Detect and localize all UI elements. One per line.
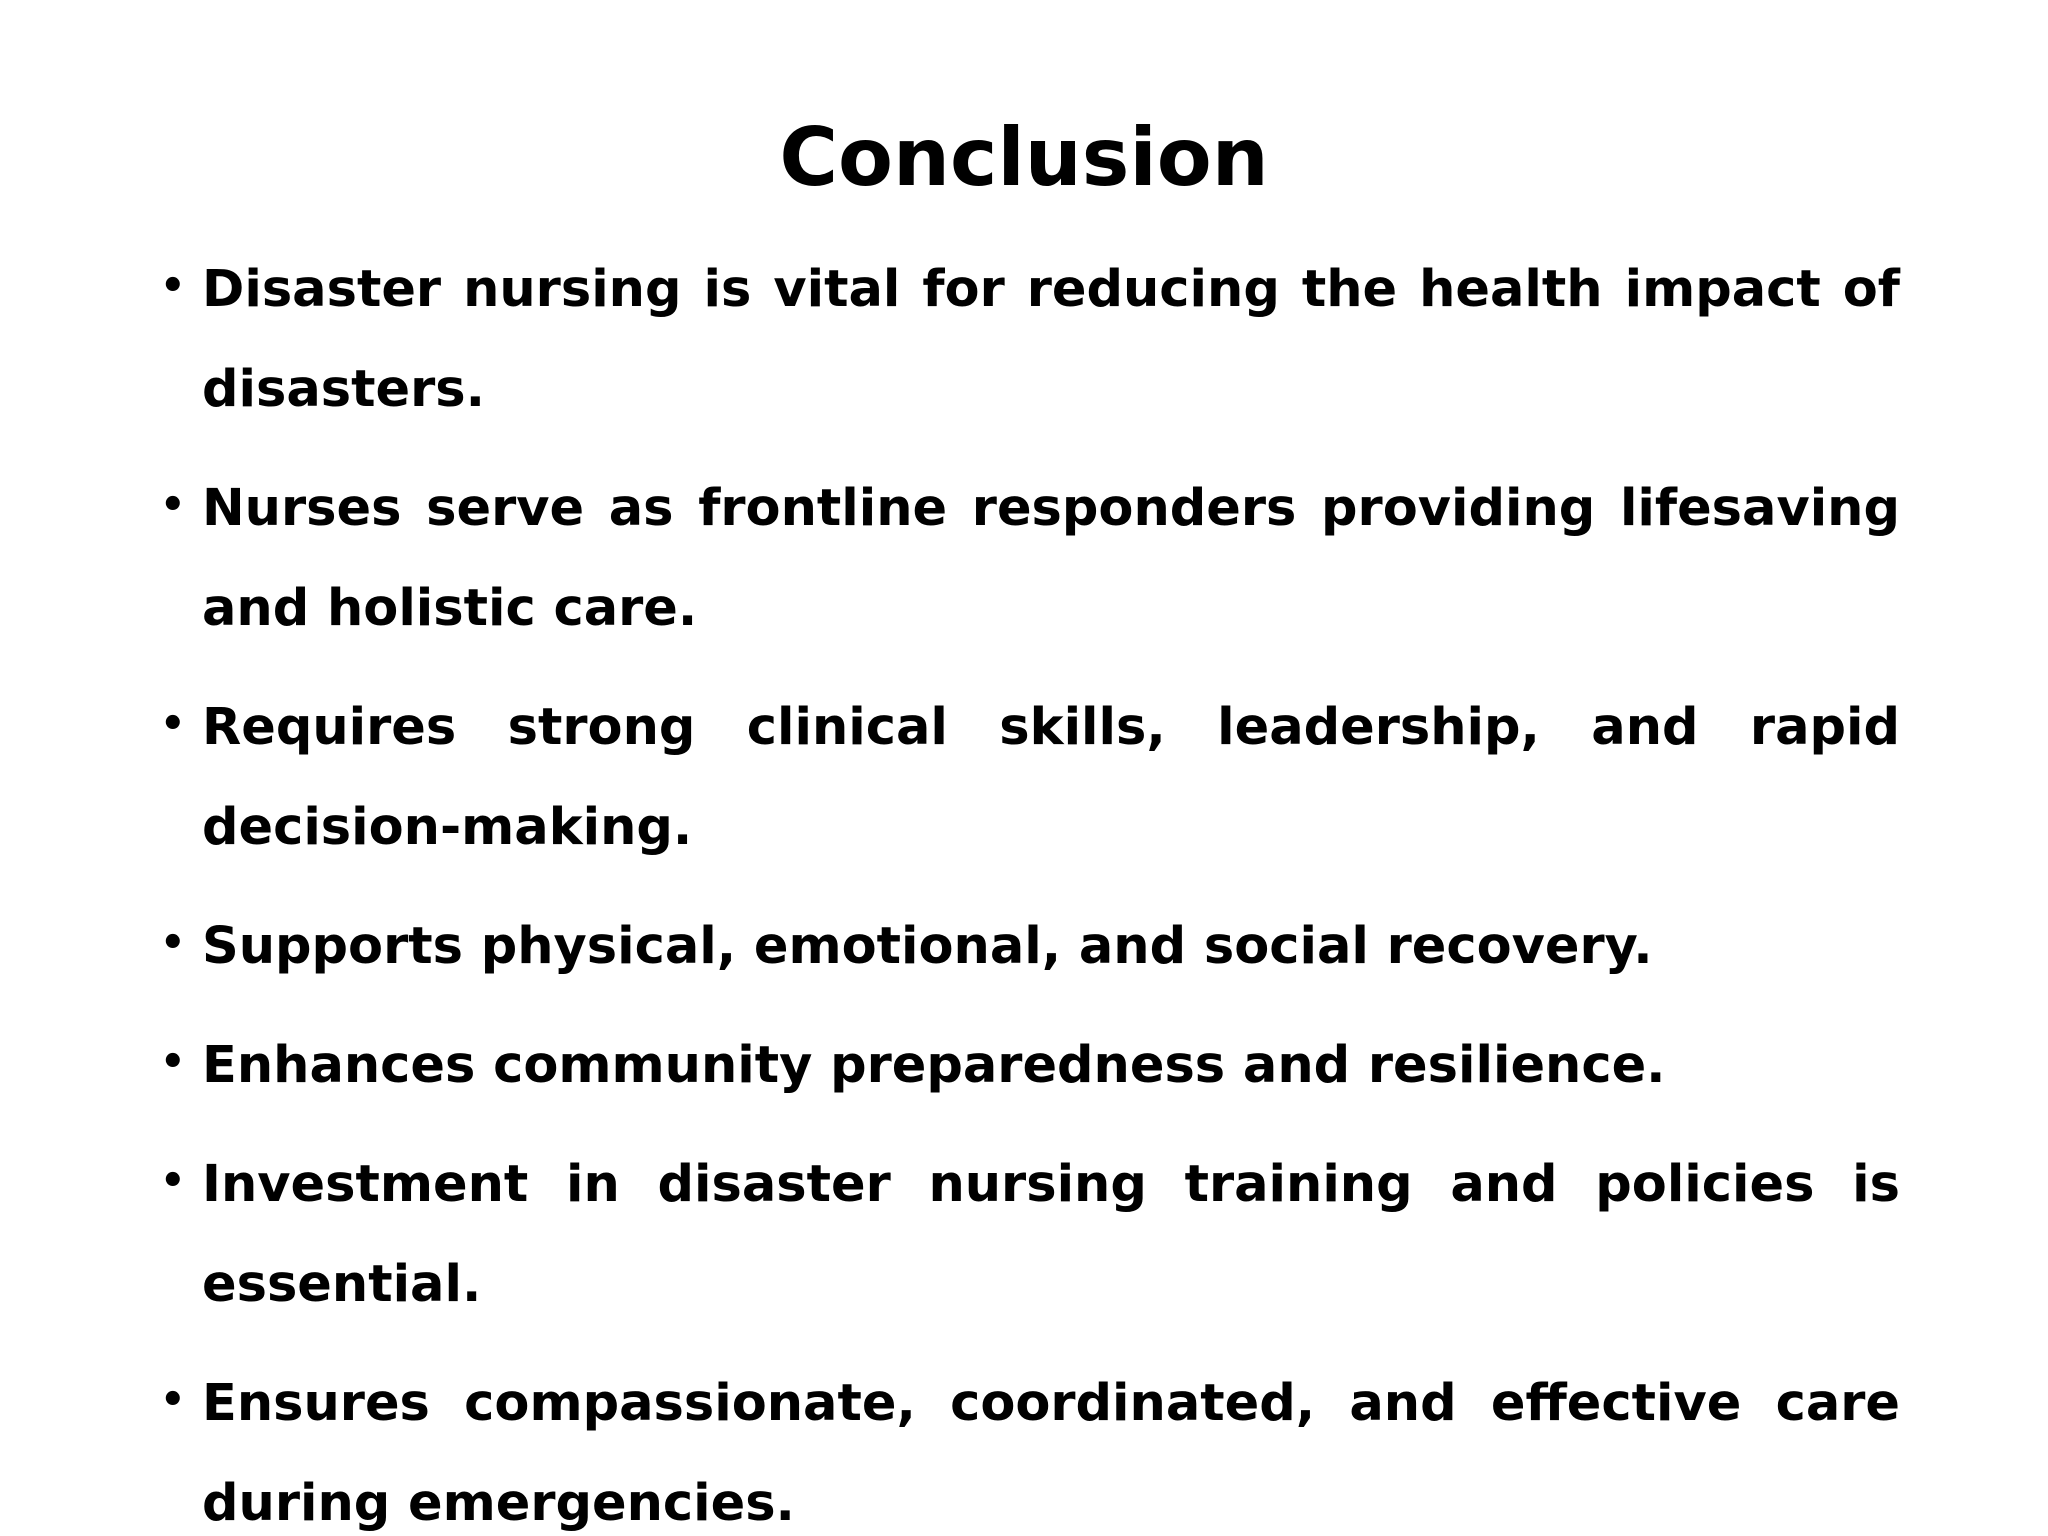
bullet-item: • Requires strong clinical skills, leadership, and rapid decision-making. <box>160 678 1900 878</box>
bullet-item: • Disaster nursing is vital for reducing the health impact of disasters. <box>160 240 1900 440</box>
bullet-item: • Nurses serve as frontline responders providing lifesaving and holistic care. <box>160 459 1900 659</box>
slide-title: Conclusion <box>779 111 1269 204</box>
bullet-item: • Investment in disaster nursing training and policies is essential. <box>160 1135 1900 1335</box>
bullet-item: • Ensures compassionate, coordinated, and effective care during emergencies. <box>160 1354 1900 1536</box>
bullet-item: • Enhances community preparedness and resilience. <box>160 1016 1900 1116</box>
bullet-item: • Supports physical, emotional, and social recovery. <box>160 897 1900 997</box>
bullet-list <box>160 240 1900 1536</box>
